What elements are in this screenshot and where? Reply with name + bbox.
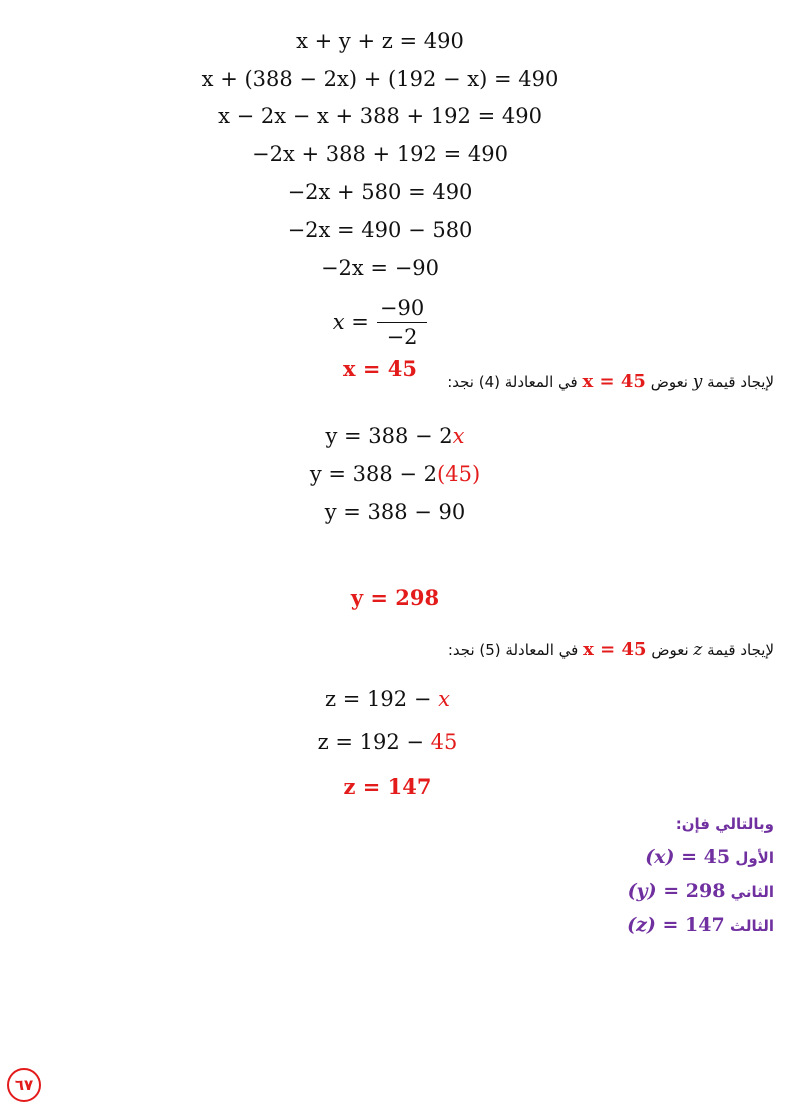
conclusion-item-second	[628, 878, 774, 905]
equation-line: x + y + z = 490	[296, 29, 464, 53]
fraction-equation	[0, 292, 760, 352]
conclusion-heading: وبالتالي فإن:	[675, 815, 774, 833]
z-step-1	[0, 686, 775, 712]
find-y-var: y	[692, 372, 703, 392]
conclusion-label: الثالث	[729, 917, 774, 935]
y-step-2	[0, 461, 790, 487]
z-step-2	[0, 729, 775, 755]
z-result: z = 147	[343, 774, 432, 799]
conclusion-label: الثاني	[730, 883, 774, 901]
z-step-2-value: 45	[430, 730, 458, 754]
conclusion-value: (x) = 45	[645, 846, 731, 868]
find-z-pre: لإيجاد قيمة	[707, 641, 774, 659]
conclusion-item-first	[645, 844, 774, 871]
find-z-substitution: x = 45	[583, 639, 647, 660]
find-z-var: z	[693, 640, 703, 660]
x-result: x = 45	[343, 356, 417, 381]
y-step-3: y = 388 − 90	[324, 500, 466, 524]
conclusion-value: (z) = 147	[627, 914, 725, 936]
conclusion-value: (y) = 298	[627, 880, 726, 902]
conclusion-item-third	[627, 912, 774, 939]
equation-line: x + (388 − 2x) + (192 − x) = 490	[201, 67, 559, 91]
equation-line: x − 2x − x + 388 + 192 = 490	[218, 104, 542, 128]
y-step-1-text: y = 388 − 2	[325, 424, 453, 448]
fraction-lhs: x =	[332, 310, 369, 334]
page-number-badge: ٦٧	[7, 1068, 41, 1102]
y-step-2-text: y = 388 − 2	[309, 462, 438, 486]
z-step-1-var: x	[438, 687, 450, 711]
find-y-post: في المعادلة (4) نجد:	[447, 373, 578, 391]
conclusion-label: الأول	[735, 849, 774, 867]
find-y-mid: نعوض	[650, 373, 688, 391]
equation-line: −2x = −90	[320, 256, 440, 280]
equation-line: −2x + 580 = 490	[287, 180, 473, 204]
find-y-pre: لإيجاد قيمة	[707, 373, 774, 391]
fraction-numerator: −90	[377, 296, 427, 323]
y-step-2-value: (45)	[437, 462, 481, 486]
y-step-1-var: x	[452, 424, 465, 448]
find-z-post: في المعادلة (5) نجد:	[447, 641, 579, 659]
find-z-instruction	[448, 638, 774, 662]
find-y-substitution: x = 45	[582, 371, 646, 392]
y-result: y = 298	[350, 585, 440, 610]
z-step-2-text: z = 192 −	[317, 730, 431, 754]
find-z-mid: نعوض	[651, 641, 689, 659]
find-y-instruction	[447, 370, 774, 394]
equation-line: −2x + 388 + 192 = 490	[252, 142, 508, 166]
fraction	[377, 296, 427, 349]
equation-line: −2x = 490 − 580	[287, 218, 473, 242]
y-step-1	[0, 423, 790, 449]
fraction-denominator: −2	[386, 324, 418, 349]
z-step-1-text: z = 192 −	[325, 687, 439, 711]
